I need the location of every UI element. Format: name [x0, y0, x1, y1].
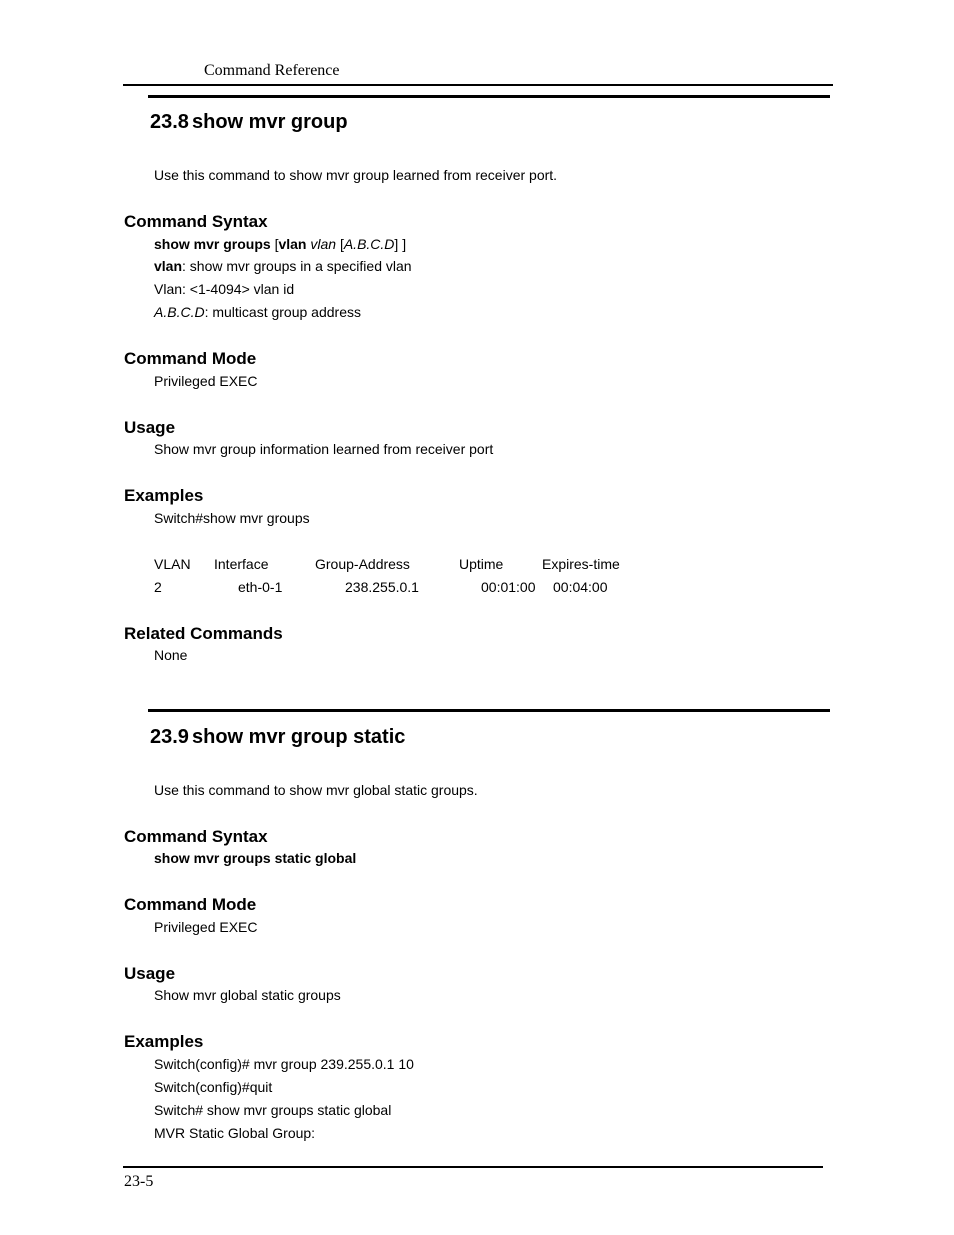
syntax-arg-address: A.B.C.D: [343, 236, 395, 252]
section-rule: [148, 95, 830, 98]
param-vlan-range: Vlan: <1-4094> vlan id: [154, 281, 295, 297]
table-header-cell: Group-Address: [315, 556, 410, 572]
syntax-bracket: [: [336, 236, 344, 252]
syntax-command: show mvr groups: [154, 236, 271, 252]
syntax-arg-vlan: vlan: [310, 236, 337, 252]
param-address-desc: : multicast group address: [204, 304, 361, 320]
section-intro: Use this command to show mvr global static groups.: [154, 782, 478, 798]
running-header: Command Reference: [204, 62, 340, 79]
examples-heading: Examples: [124, 1032, 204, 1051]
example-line: Switch# show mvr groups static global: [154, 1102, 392, 1118]
table-cell: 2: [154, 579, 162, 595]
section-title-text: show mvr group: [192, 111, 348, 133]
table-header-cell: VLAN: [154, 556, 191, 572]
section-rule: [148, 709, 830, 712]
example-line: Switch(config)# mvr group 239.255.0.1 10: [154, 1056, 414, 1072]
param-address-key: A.B.C.D: [154, 304, 205, 320]
syntax-bracket: [: [270, 236, 279, 252]
example-line: Switch(config)#quit: [154, 1079, 273, 1095]
examples-heading: Examples: [124, 486, 204, 505]
section-title: [150, 111, 348, 134]
footer-rule: [123, 1166, 823, 1168]
table-cell: 00:01:00: [481, 579, 536, 595]
usage-heading: Usage: [124, 964, 176, 983]
param-address: [154, 304, 361, 320]
table-cell: 238.255.0.1: [345, 579, 419, 595]
section-number: 23.8: [150, 111, 189, 133]
header-rule: [123, 84, 833, 86]
table-cell: 00:04:00: [553, 579, 608, 595]
param-vlan-desc: : show mvr groups in a specified vlan: [182, 258, 412, 274]
example-command: Switch#show mvr groups: [154, 510, 310, 526]
command-syntax: show mvr groups static global: [154, 850, 357, 866]
param-vlan-key: vlan: [154, 258, 183, 274]
usage-text: Show mvr group information learned from receiver port: [154, 441, 494, 457]
command-mode-heading: Command Mode: [124, 895, 257, 914]
table-cell: eth-0-1: [238, 579, 283, 595]
section-title-text: show mvr group static: [192, 726, 406, 748]
syntax-bracket: ] ]: [394, 236, 407, 252]
example-line: MVR Static Global Group:: [154, 1125, 316, 1141]
table-header-cell: Expires-time: [542, 556, 620, 572]
command-mode-heading: Command Mode: [124, 349, 257, 368]
param-vlan: [154, 258, 412, 274]
related-commands-heading: Related Commands: [124, 624, 283, 643]
usage-text: Show mvr global static groups: [154, 987, 341, 1003]
section-intro: Use this command to show mvr group learned from receiver port.: [154, 167, 558, 183]
related-commands: None: [154, 647, 188, 663]
section-number: 23.9: [150, 726, 189, 748]
syntax-keyword-vlan: vlan: [278, 236, 307, 252]
command-syntax: [154, 236, 406, 252]
page-number: 23-5: [124, 1173, 154, 1190]
usage-heading: Usage: [124, 418, 176, 437]
table-header-cell: Interface: [214, 556, 269, 572]
table-header-cell: Uptime: [459, 556, 504, 572]
command-mode: Privileged EXEC: [154, 373, 258, 389]
section-title: [150, 726, 405, 749]
command-syntax-heading: Command Syntax: [124, 827, 268, 846]
command-mode: Privileged EXEC: [154, 919, 258, 935]
command-syntax-heading: Command Syntax: [124, 212, 268, 231]
